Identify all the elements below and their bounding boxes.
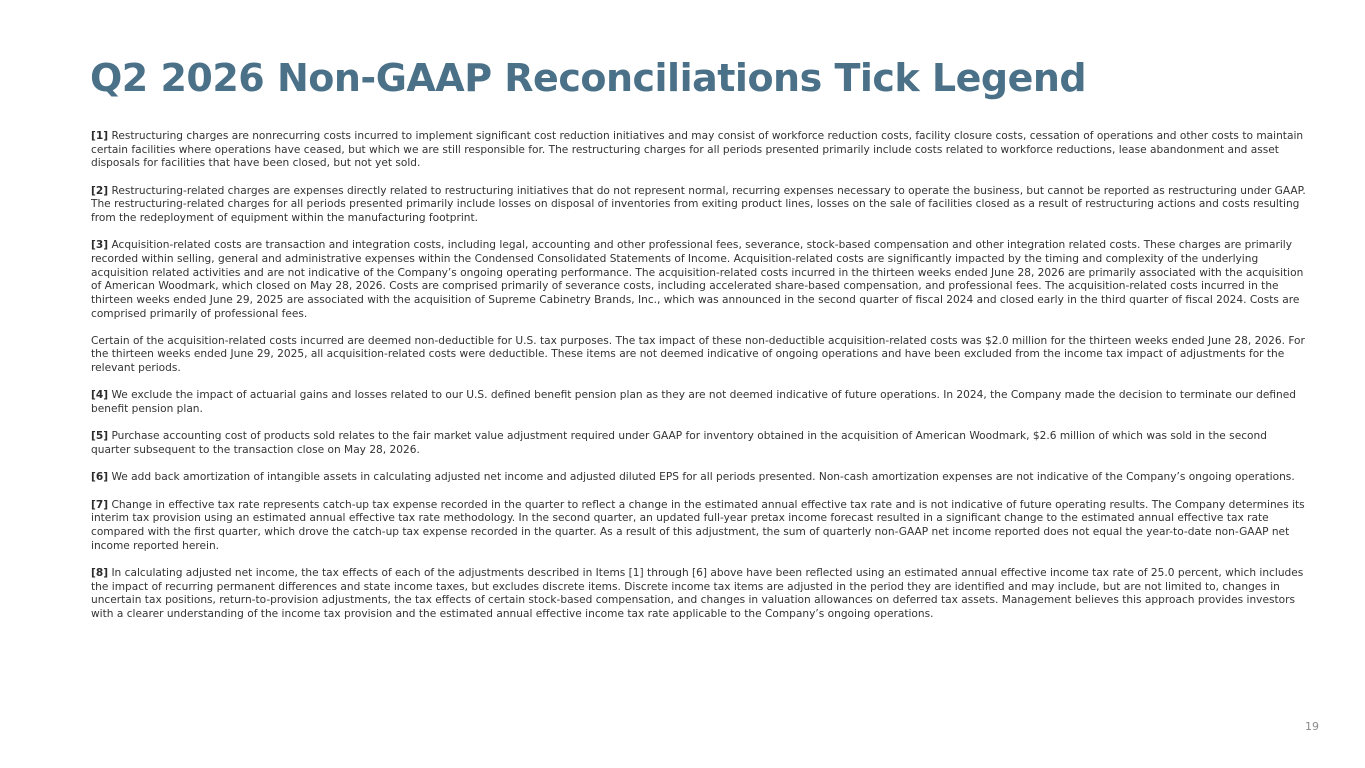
footnote-marker: [2] [91,184,109,197]
footnote-1 [91,130,1309,171]
paragraph-spacer [91,485,1309,499]
footnote-text: Restructuring charges are nonrecurring costs incurred to implement significant cost reduction initiatives and may consist of workforce reduction costs, facility closure costs, cessation of operations and other costs to maintain certain facilities where operations have ceased, but which we are still responsible for. The restructuring charges for all periods presented primarily include costs related to workforce reductions, lease abandonment and asset disposals for facilities that have been closed, but not yet sold. [91,130,1304,170]
paragraph-spacer [91,458,1309,472]
page-number: 19 [1305,720,1319,733]
footnote-marker: [6] [91,471,109,484]
footnote-text: Restructuring-related charges are expenses directly related to restructuring initiatives that do not represent normal, recurring expenses necessary to operate the business, but cannot be reported as restructuring under GAAP. The restructuring-related charges for all periods presented primarily include losses on disposal of inventories from exiting product lines, losses on the sale of facilities closed as a result of restructuring actions and costs resulting from the redeployment of equipment within the manufacturing footprint. [91,184,1306,224]
footnote-3-continued [91,335,1309,376]
paragraph-spacer [91,321,1309,335]
paragraph-spacer [91,553,1309,567]
footnote-2 [91,185,1309,226]
footnote-marker: [8] [91,566,109,579]
footnote-4 [91,389,1309,416]
footnote-8 [91,567,1309,622]
footnote-6 [91,471,1309,485]
footnote-marker: [4] [91,389,109,402]
page-title: Q2 2026 Non-GAAP Reconciliations Tick Legend [90,56,1087,100]
paragraph-spacer [91,226,1309,240]
footnote-marker: [7] [91,498,109,511]
footnote-text: We add back amortization of intangible assets in calculating adjusted net income and adjusted diluted EPS for all periods presented. Non-cash amortization expenses are not indicative of the Company’s ongoing operations. [111,471,1295,484]
paragraph-spacer [91,417,1309,431]
footnote-7 [91,499,1309,554]
footnote-marker: [3] [91,239,109,252]
footnote-text: In calculating adjusted net income, the tax effects of each of the adjustments described in Items [1] through [6] above have been reflected using an estimated annual effective income tax rate of 25.0 percent, which includes the impact of recurring permanent differences and state income taxes, but excludes discrete items. Discrete income tax items are adjusted in the period they are identified and may include, but are not limited to, changes in uncertain tax positions, return-to-provision adjustments, the tax effects of certain stock-based compensation, and changes in valuation allowances on deferred tax assets. Management believes this approach provides investors with a clearer understanding of the income tax provision and the estimated annual effective income tax rate applicable to the Company’s ongoing operations. [91,566,1304,620]
footnote-3 [91,239,1309,321]
footnotes [91,130,1309,622]
footnote-text: We exclude the impact of actuarial gains and losses related to our U.S. defined benefit pension plan as they are not deemed indicative of future operations. In 2024, the Company made the decision to terminate our defined benefit pension plan. [91,389,1296,416]
footnote-marker: [1] [91,130,109,142]
footnote-text: Certain of the acquisition-related costs incurred are deemed non-deductible for U.S. tax purposes. The tax impact of these non-deductible acquisition-related costs was $2.0 million for the thirteen weeks ended June 28, 2026. For the thirteen weeks ended June 29, 2025, all acquisition-related costs were deductible. These items are not deemed indicative of ongoing operations and have been excluded from the income tax impact of adjustments for the relevant periods. [91,334,1305,375]
footnote-text: Change in effective tax rate represents catch-up tax expense recorded in the quarter to reflect a change in the estimated annual effective tax rate and is not indicative of future operating results. The Company determines its interim tax provision using an estimated annual effective tax rate methodology. In the second quarter, an updated full-year pretax income forecast resulted in a significant change to the estimated annual effective tax rate compared with the first quarter, which drove the catch-up tax expense recorded in the quarter. As a result of this adjustment, the sum of quarterly non-GAAP net income reported does not equal the year-to-date non-GAAP net income reported herein. [91,498,1305,552]
footnote-5 [91,430,1309,457]
footnote-marker: [5] [91,430,109,443]
paragraph-spacer [91,376,1309,390]
footnote-text: Acquisition-related costs are transaction and integration costs, including legal, accounting and other professional fees, severance, stock-based compensation and other integration related costs. These charges are primarily recorded within selling, general and administrative expenses within the Condensed Consolidated Statements of Income. Acquisition-related costs are significantly impacted by the timing and complexity of the underlying acquisition related activities and are not indicative of the Company’s ongoing operating performance. The acquisition-related costs incurred in the thirteen weeks ended June 28, 2026 are primarily associated with the acquisition of American Woodmark, which closed on May 28, 2026. Costs are comprised primarily of severance costs, including accelerated share-based compensation, and professional fees. The acquisition-related costs incurred in the thirteen weeks ended June 29, 2025 are associated with the acquisition of Supreme Cabinetry Brands, Inc., which was announced in the second quarter of fiscal 2024 and closed early in the third quarter of fiscal 2024. Costs are comprised primarily of professional fees. [91,239,1304,320]
footnote-text: Purchase accounting cost of products sold relates to the fair market value adjustment required under GAAP for inventory obtained in the acquisition of American Woodmark, $2.6 million of which was sold in the second quarter subsequent to the transaction close on May 28, 2026. [91,430,1267,457]
paragraph-spacer [91,171,1309,185]
